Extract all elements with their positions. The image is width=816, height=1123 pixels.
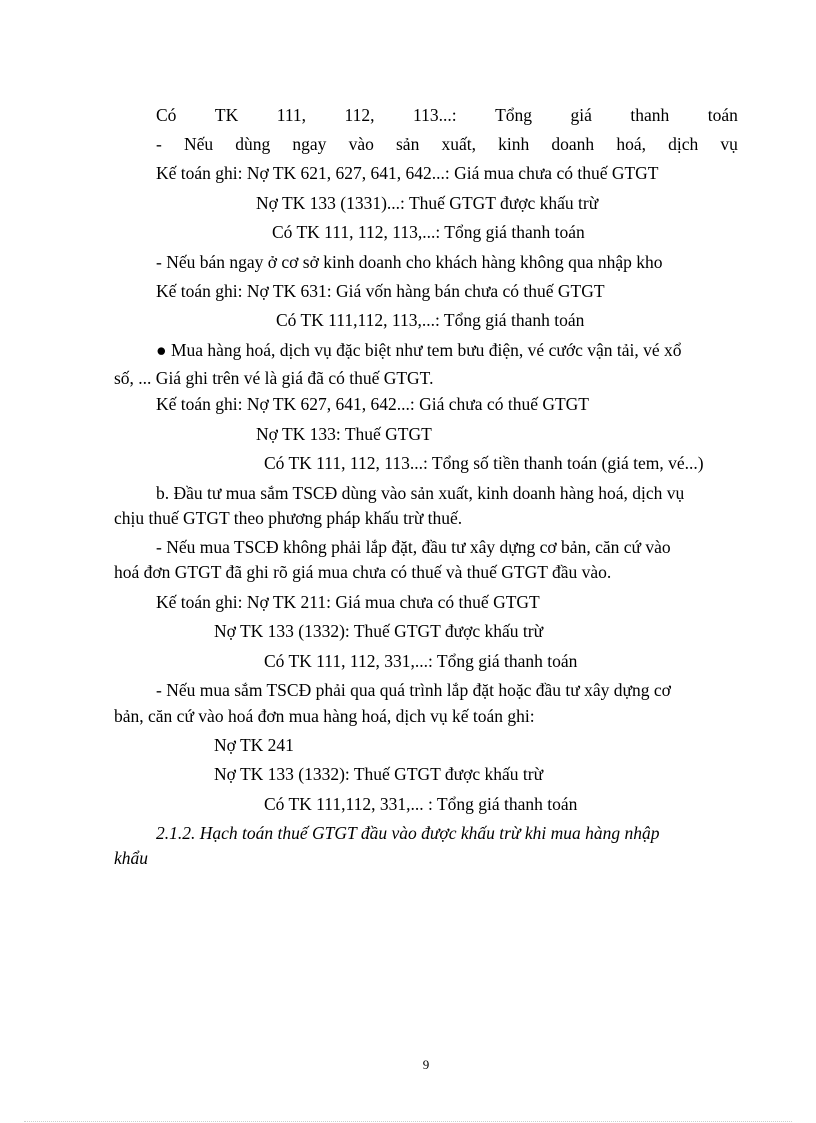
word: thanh: [630, 105, 670, 125]
text-line: Có TK 111, 112, 113,...: Tổng giá thanh toán: [272, 222, 585, 242]
paragraph-line: số, ... Giá ghi trên vé là giá đã có thuế GTGT.: [114, 368, 434, 388]
paragraph-line: b. Đầu tư mua sắm TSCĐ dùng vào sản xuất, kinh doanh hàng hoá, dịch vụ: [156, 483, 685, 503]
word: -: [156, 134, 162, 154]
word: Tổng: [495, 105, 533, 125]
text-line: Kế toán ghi: Nợ TK 211: Giá mua chưa có thuế GTGT: [156, 592, 540, 612]
paragraph-line: chịu thuế GTGT theo phương pháp khấu trừ thuế.: [114, 508, 463, 528]
word: Nếu: [183, 134, 214, 154]
word: kinh: [498, 134, 530, 154]
word: giá: [570, 105, 592, 125]
word: hoá,: [616, 134, 646, 154]
paragraph-line: ● Mua hàng hoá, dịch vụ đặc biệt như tem bưu điện, vé cước vận tải, vé xổ: [156, 340, 682, 360]
word: 111,: [276, 105, 307, 125]
text-line: Có TK 111, 112, 113...: Tổng số tiền thanh toán (giá tem, vé...): [264, 453, 704, 473]
paragraph-line: hoá đơn GTGT đã ghi rõ giá mua chưa có thuế và thuế GTGT đầu vào.: [114, 562, 612, 582]
text-line: Nợ TK 241: [214, 735, 294, 755]
page-bottom-divider: [24, 1121, 792, 1122]
text-line: Kế toán ghi: Nợ TK 627, 641, 642...: Giá chưa có thuế GTGT: [156, 394, 589, 414]
text-line: Có TK 111,112, 113,...: Tổng giá thanh toán: [276, 310, 585, 330]
paragraph-line: bản, căn cứ vào hoá đơn mua hàng hoá, dịch vụ kế toán ghi:: [114, 706, 535, 726]
text-line: Kế toán ghi: Nợ TK 631: Giá vốn hàng bán chưa có thuế GTGT: [156, 281, 605, 301]
word: TK: [214, 105, 239, 125]
word: 112,: [344, 105, 375, 125]
paragraph-line: - Nếu mua sắm TSCĐ phải qua quá trình lắp đặt hoặc đầu tư xây dựng cơ: [156, 680, 671, 700]
word: doanh: [551, 134, 595, 154]
text-line: Nợ TK 133 (1331)...: Thuế GTGT được khấu trừ: [256, 193, 599, 213]
word: toán: [707, 105, 738, 125]
word: vụ: [720, 134, 738, 154]
text-line: - Nếu bán ngay ở cơ sở kinh doanh cho khách hàng không qua nhập kho: [156, 252, 663, 272]
text-line: Có TK 111,112, 331,... : Tổng giá thanh toán: [264, 794, 578, 814]
word: vào: [348, 134, 374, 154]
text-line: Có TK 111, 112, 331,...: Tổng giá thanh toán: [264, 651, 578, 671]
word: xuất,: [441, 134, 476, 154]
page-number: 9: [422, 1057, 430, 1072]
word: ngay: [292, 134, 327, 154]
section-heading: 2.1.2. Hạch toán thuế GTGT đầu vào được khấu trừ khi mua hàng nhập: [156, 823, 660, 843]
word: 113...:: [413, 105, 457, 125]
word: sản: [396, 134, 420, 154]
text-line: Nợ TK 133 (1332): Thuế GTGT được khấu trừ: [214, 621, 544, 641]
word: Có: [156, 105, 177, 125]
justified-line-1: [156, 104, 738, 126]
text-line: Nợ TK 133 (1332): Thuế GTGT được khấu trừ: [214, 764, 544, 784]
justified-line-2: [156, 133, 738, 155]
section-heading-continued: khẩu: [114, 848, 149, 868]
word: dùng: [235, 134, 271, 154]
text-line: Kế toán ghi: Nợ TK 621, 627, 641, 642...: Giá mua chưa có thuế GTGT: [156, 163, 659, 183]
word: dịch: [668, 134, 699, 154]
text-line: Nợ TK 133: Thuế GTGT: [256, 424, 432, 444]
paragraph-line: - Nếu mua TSCĐ không phải lắp đặt, đầu tư xây dựng cơ bản, căn cứ vào: [156, 537, 671, 557]
